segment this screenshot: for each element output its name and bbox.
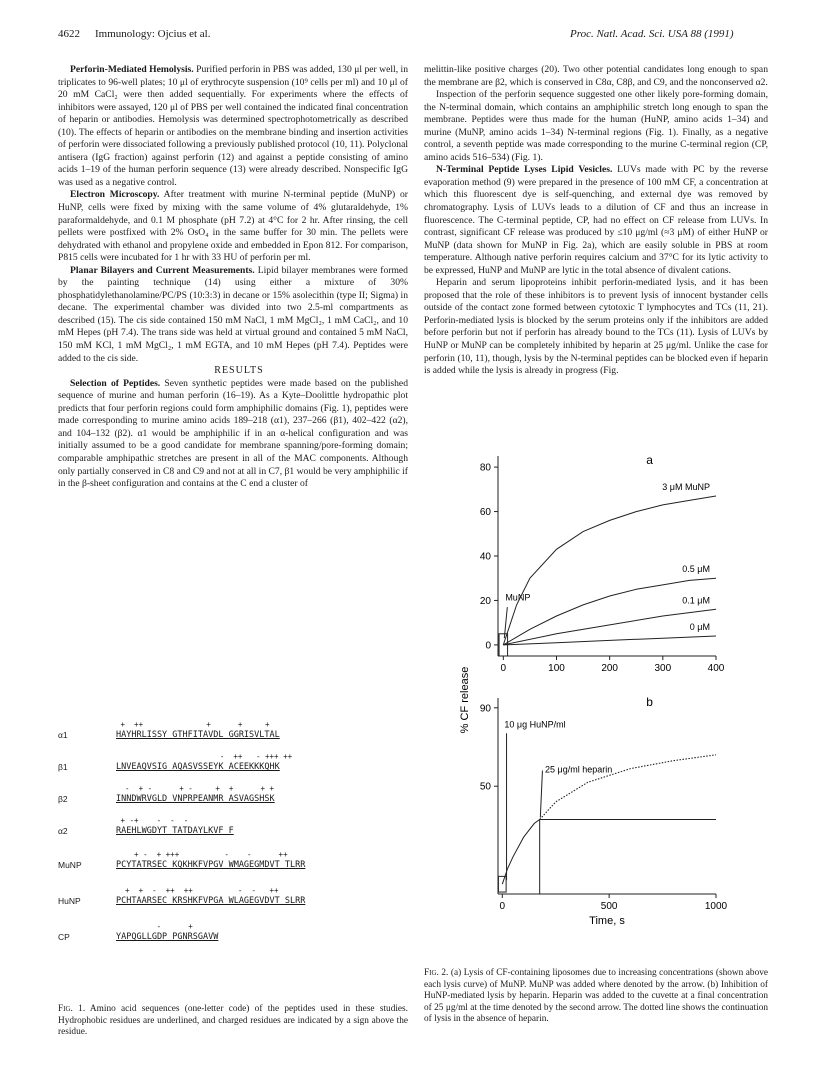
hemolysis-text: Purified perforin in PBS was added, 130 μl per well, in triplicates to 96-well plates; 10 μl of erythrocyte suspension (10⁹ cells per ml) and 10 μl of 20 mM CaCl₂ were then added sequentially. For experiments where the effects of inhibitors were assayed, 120 μl of PBS per well contained the indicated final concentration of heparin or antibodies. Hemolysis was determined spectrophotometrically as described (10). The effects of heparin or antibodies on the membrane binding and insertion activities of perforin were dissociated following a previously published protocol (10, 11). Polyclonal antisera (IgG fraction) against perforin (12) and against a peptide consisting of amino acids 1–19 of the human perforin sequence (13) were already described. Nonspecific IgG was used as a negative control. <box>58 64 409 188</box>
fig2-caption-label: Fig. 2. <box>424 968 449 978</box>
fig2-chart <box>440 448 770 948</box>
panel-label: a <box>646 453 653 467</box>
fig1-caption-text: Amino acid sequences (one-letter code) of the peptides used in these studies. Hydrophobic residues are underlined, and charged residues are indicated by a sign above the residue. <box>58 1004 408 1038</box>
charge-signs: + - + +++ - - ++ <box>116 850 288 859</box>
y-tick-label: 20 <box>479 595 491 607</box>
right-para-1: melittin-like positive charges (20). Two other potential candidates long enough to span the membrane are β2, which is conserved in C8α, C8β, and C9, and the nonconserved α2. <box>424 64 768 88</box>
fig1-caption-label: Fig. 1. <box>58 1004 86 1014</box>
sequence-text: PCHTAARSEC KRSHKFVPGA WLAGEGVDVT SLRR <box>116 896 306 906</box>
x-tick-label: 300 <box>654 663 672 674</box>
fig1-caption <box>58 1004 408 1039</box>
fig2-caption <box>424 968 768 1026</box>
results-heading: RESULTS <box>214 365 264 377</box>
series-line <box>503 636 716 645</box>
y-tick-label: 60 <box>479 507 491 519</box>
peptides-text: Seven synthetic peptides were made based on the published sequence of murine and human perforin (16–19). As a Kyte–Doolittle hydropathic plot predicts that four perforin regions could form amphiphilic domains (Fig. 1), peptides were made corresponding to murine amino acids 189–218 (α1), 237–266 (β1), 402–422 (α2), and 104–132 (β2). α1 would be amphiphilic if in an α-helical configuration and was initially assumed to be a good candidate for membrane spanning/pore-forming domain; comparable amphipathic stretches are present in all of the MAC components. Although only partially conserved in C8 and C9 and not at all in C7, β1 would be very amphiphilic if in the β-sheet configuration and contains at the C end a cluster of <box>58 377 408 490</box>
sequence-text: YAPQGLLGDP PGNRSGAVW <box>116 932 219 942</box>
y-tick-label: 90 <box>479 703 491 715</box>
heparin-annotation: 25 μg/ml heparin <box>545 764 613 775</box>
y-tick-label: 0 <box>485 640 491 652</box>
right-para-4: Heparin and serum lipoproteins inhibit perforin-mediated lysis, and it has been proposed that the role of these inhibitors is to prevent lysis of innocent bystander cells outside of the contact zone formed between cytotoxic T lymphocytes and TCs (11, 21). Perforin-mediated lysis is blocked by the serum proteins only if the inhibitors are added before perforin but not if perforin has already bound to the TCs (11). Lysis of LUVs by HuNP or MuNP can be completely inhibited by heparin at 25 μg/ml. Unlike the case for perforin (10, 11), though, lysis by the N-terminal peptides can be blocked even if heparin is added while the lysis is already in progress (Fig. <box>424 277 768 377</box>
nterm-text: LUVs made with PC by the reverse evaporation method (9) were prepared in the presence of 100 mM CF, a concentration at which this fluorescent dye is self-quenching, and external dye was removed by chromatography. Lysis of LUVs leads to a dilution of CF and thus an increase in fluorescence. The C-terminal peptide, CP, had no effect on CF release from LUVs. In contrast, significant CF release was produced by ≤10 μg/ml (≈3 μM) of either HuNP or MuNP (data shown for MuNP in Fig. 2a), which are easily soluble in PBS at room temperature. Although native perforin requires calcium and 37°C for its lytic activity to be expressed, HuNP and MuNP are lytic in the total absence of divalent cations. <box>424 164 768 276</box>
x-tick-label: 0 <box>500 663 507 674</box>
munp-annotation: MuNP <box>505 592 531 603</box>
journal-citation: Proc. Natl. Acad. Sci. USA 88 (1991) <box>570 28 734 40</box>
sequence-text: INNDWRVGLD VNPRPEANMR ASVAGSHSK <box>116 794 275 804</box>
charge-signs: + + - ++ ++ - - ++ <box>116 886 279 895</box>
series-label: 0.1 μM <box>682 595 710 606</box>
series-label: 3 μM MuNP <box>662 482 710 492</box>
nterm-heading: N-Terminal Peptide Lyses Lipid Vesicles. <box>436 164 613 176</box>
sequence-label: MuNP <box>58 860 82 870</box>
sequence-label: CP <box>58 932 70 942</box>
journal-section: Immunology: Ojcius et al. <box>95 28 211 40</box>
y-axis-label: % CF release <box>459 666 471 734</box>
right-para-2: Inspection of the perforin sequence suggested one other likely pore-forming domain, the N-terminal domain, which contains an amphiphilic stretch long enough to span the membrane. Peptides were thus made for the human (HuNP, amino acids 1–34) and murine (MuNP, amino acids 1–34) N-terminal regions (Fig. 1). Finally, as a negative control, a seventh peptide was made corresponding to the murine C-terminal region (CP, amino acids 516–534) (Fig. 1). <box>424 89 768 163</box>
sequence-row <box>58 720 398 746</box>
bilayer-text: Lipid bilayer membranes were formed by the painting technique (14) using either a mixture of 30% phosphatidylethanolamine/PC/PS (10:3:3) in decane or 15% asolecithin (type II; Sigma) in decane. The experimental chamber was divided into two 2.5-ml compartments as described (15). The cis side contained 150 mM NaCl, 1 mM MgCl₂, 1 mM CaCl₂, and 10 mM Hepes (pH 7.4). The trans side was held at virtual ground and contained 5 mM NaCl, 150 mM KCl, 1 mM MgCl₂, 1 mM EGTA, and 10 mM Hepes (pH 7.4). Peptides were added to the cis side. <box>58 264 408 364</box>
series-label: 0 μM <box>689 622 710 632</box>
charge-signs: + ++ + + + <box>116 720 270 729</box>
x-tick-label: 100 <box>548 663 565 674</box>
sequence-text: LNVEAQVSIG AQASVSSEYK ACEEKKKQHK <box>116 762 280 772</box>
heparin-arrow <box>540 771 542 818</box>
sequence-row <box>58 816 398 842</box>
sequence-row <box>58 850 398 876</box>
left-column <box>58 64 408 491</box>
series-line <box>503 578 716 645</box>
sequence-label: α2 <box>58 826 68 836</box>
sequence-text: HAYHRLISSY GTHFITAVDL GGRISVLTAL <box>116 730 280 740</box>
x-axis-label: Time, s <box>589 915 625 927</box>
series-line <box>502 820 716 885</box>
x-tick-label: 400 <box>707 663 725 674</box>
series-label: 0.5 μM <box>682 564 710 575</box>
sequence-row <box>58 784 398 810</box>
sequence-text: RAEHLWGDYT TATDAYLKVF F <box>116 826 234 836</box>
charge-signs: + -+ - - - <box>116 816 193 825</box>
charge-signs: - ++ - +++ ++ <box>116 752 293 761</box>
charge-signs: - + <box>116 922 193 931</box>
panel-label: b <box>646 695 653 709</box>
y-tick-label: 40 <box>479 551 491 563</box>
x-tick-label: 500 <box>600 901 618 912</box>
hunp-annotation: 10 μg HuNP/ml <box>504 719 566 730</box>
charge-signs: - + - + - + + + + <box>116 784 275 793</box>
x-tick-label: 200 <box>601 663 619 674</box>
injection-marker <box>498 876 506 892</box>
em-heading: Electron Microscopy. <box>70 189 160 201</box>
peptides-heading: Selection of Peptides. <box>70 377 161 389</box>
sequence-row <box>58 886 398 912</box>
x-tick-label: 1000 <box>704 901 728 912</box>
y-tick-label: 50 <box>479 781 491 793</box>
bilayer-heading: Planar Bilayers and Current Measurements. <box>70 264 255 276</box>
page-number: 4622 <box>58 28 80 40</box>
sequence-row <box>58 922 398 948</box>
sequence-label: β1 <box>58 762 68 772</box>
sequence-text: PCYTATRSEC KQKHKFVPGV WMAGEGMDVT TLRR <box>116 860 306 870</box>
y-tick-label: 80 <box>479 462 491 474</box>
sequence-label: HuNP <box>58 896 81 906</box>
hemolysis-heading: Perforin-Mediated Hemolysis. <box>70 64 194 75</box>
sequence-label: α1 <box>58 730 68 740</box>
sequence-label: β2 <box>58 794 68 804</box>
fig2-caption-text: (a) Lysis of CF-containing liposomes due to increasing concentrations (shown above each lysis curve) of MuNP. MuNP was added where denoted by the arrow. (b) Inhibition of HuNP-mediated lysis by heparin. Heparin was added to the cuvette at a final concentration of 25 μg/ml at the time denoted by the second arrow. The dotted line shows the continuation of lysis in the absence of heparin. <box>424 968 768 1025</box>
x-tick-label: 0 <box>499 901 506 912</box>
em-text: After treatment with murine N-terminal peptide (MuNP) or HuNP, cells were fixed by mixing with the same volume of 4% glutaraldehyde, 1% paraformaldehyde, and 0.1 M phosphate (pH 7.2) at 4°C for 2 hr. After rinsing, the cell pellets were postfixed with 2% OsO₄ in the same buffer for 30 min. The pellets were dehydrated with ethanol and propylene oxide and embedded in Epon 812. For comparison, P815 cells were incubated for 1 hr with 33 HU of perforin per ml. <box>58 189 409 264</box>
right-column <box>424 64 768 378</box>
sequence-row <box>58 752 398 778</box>
